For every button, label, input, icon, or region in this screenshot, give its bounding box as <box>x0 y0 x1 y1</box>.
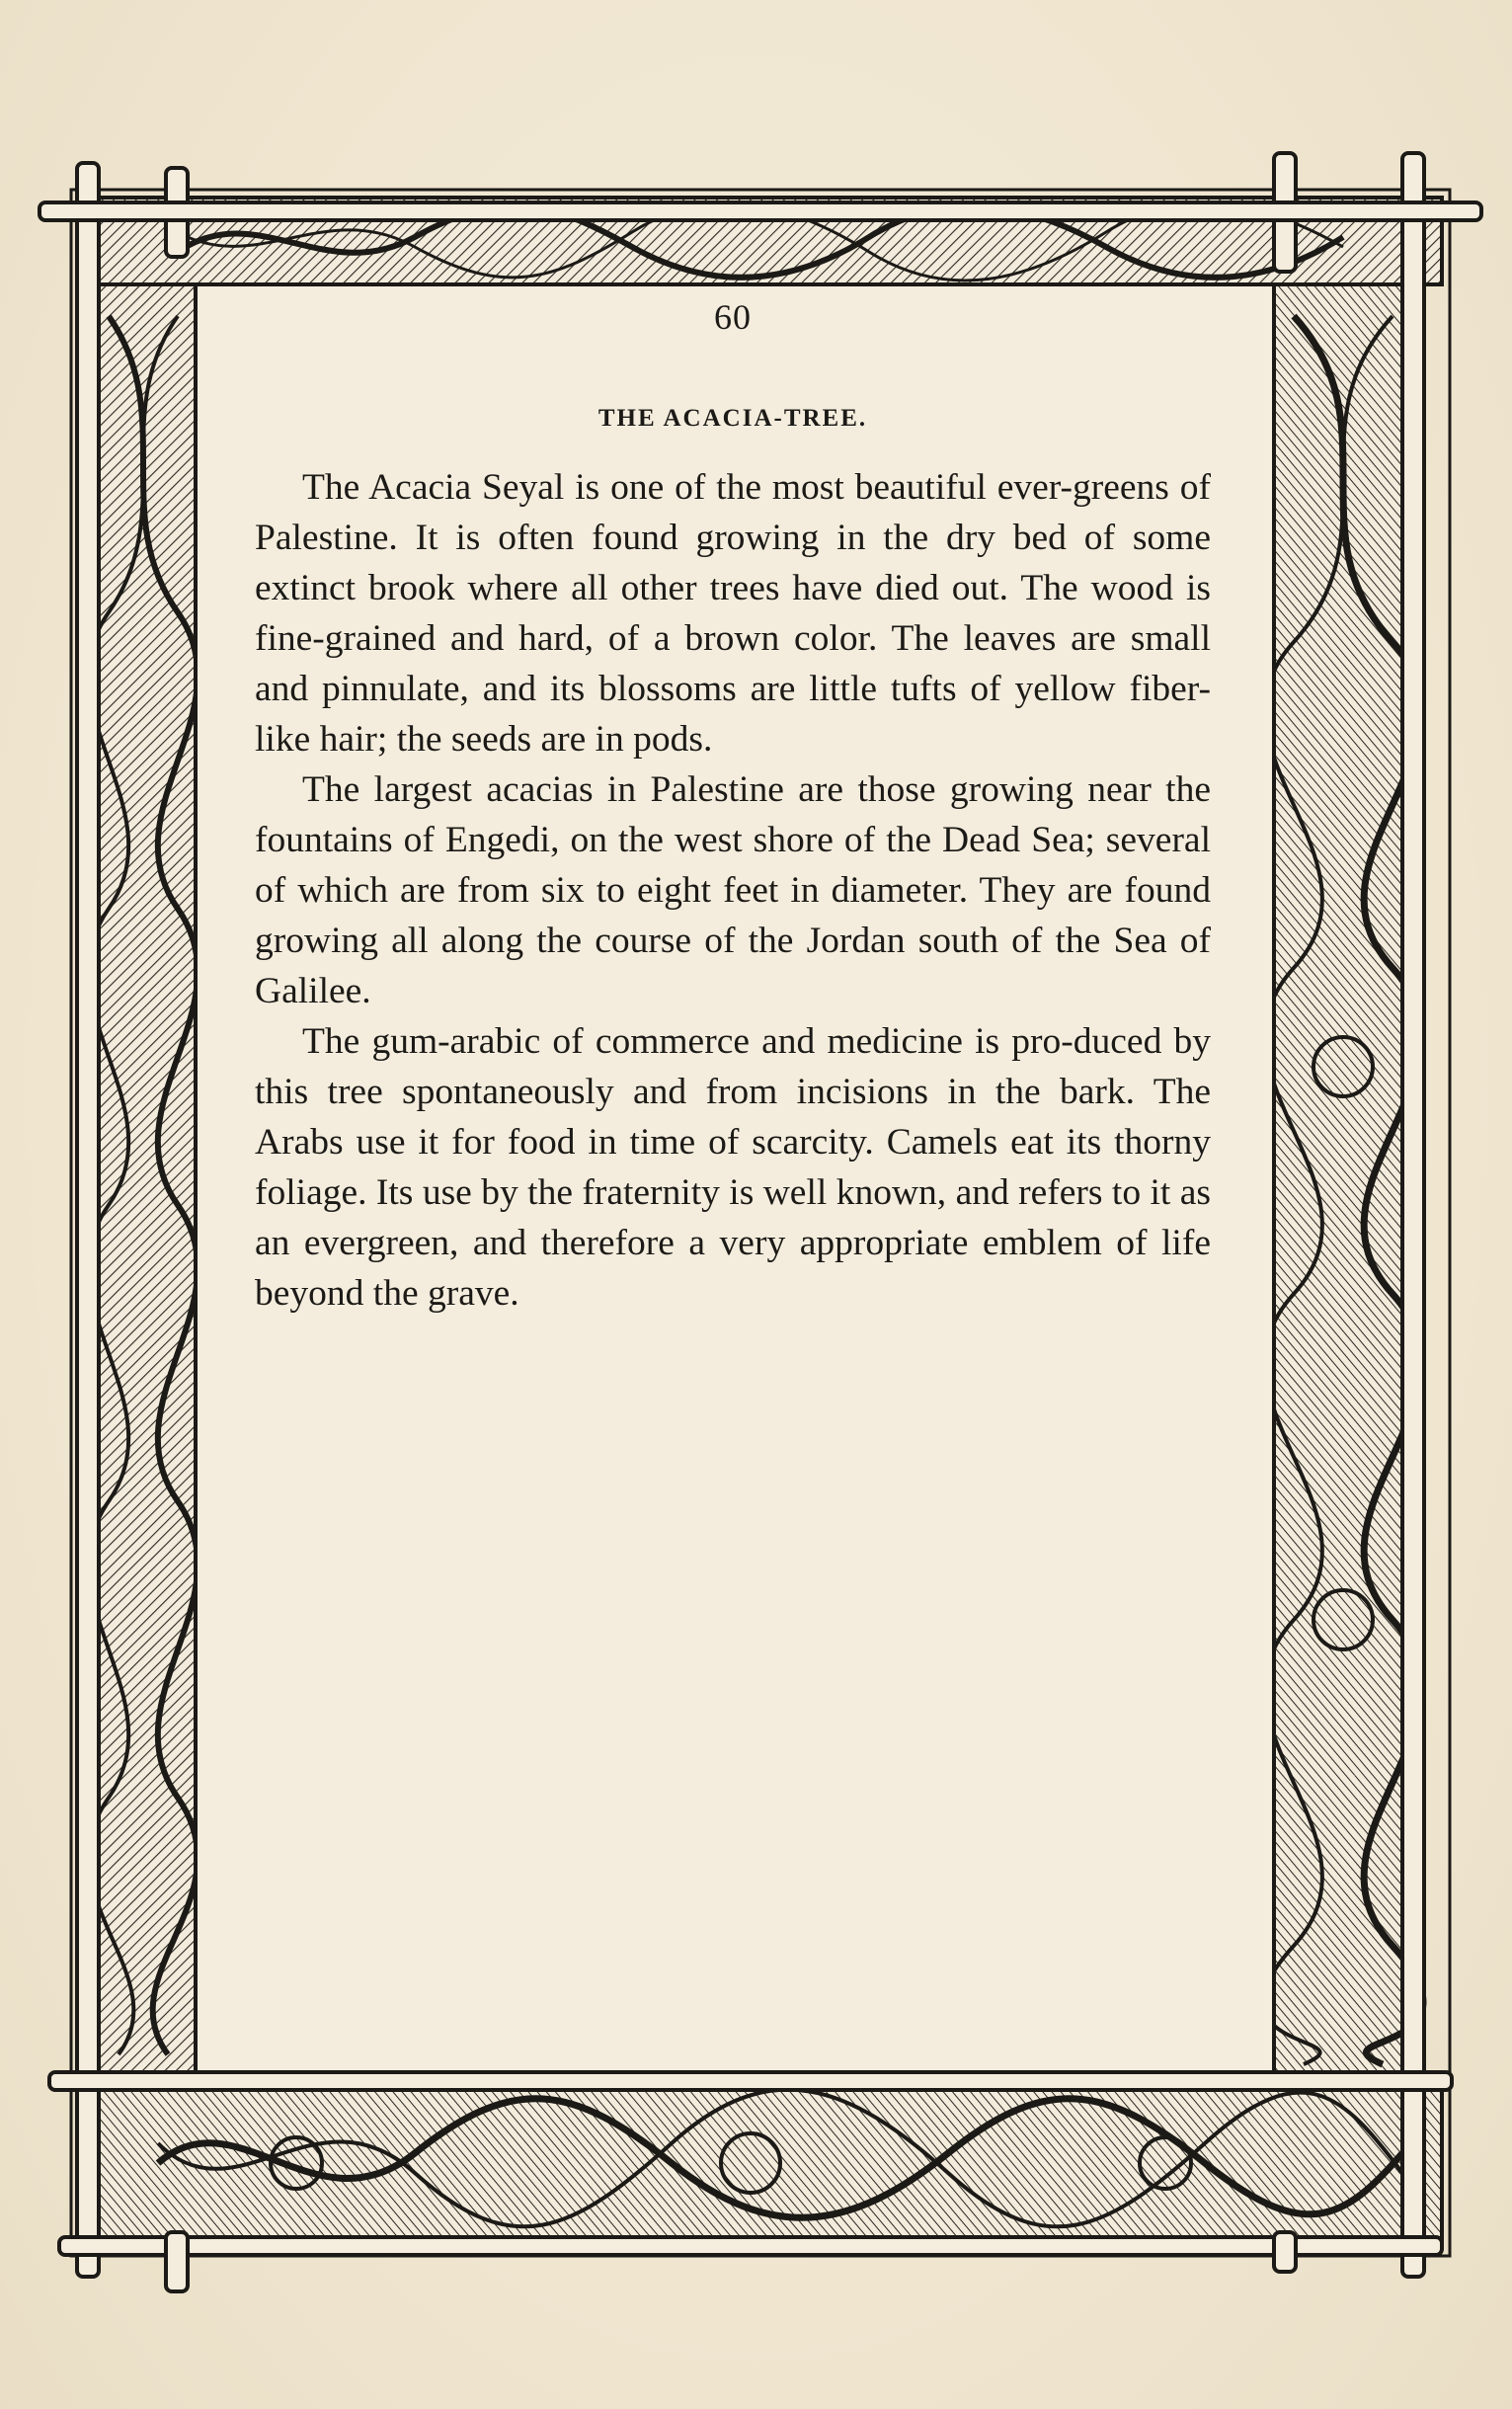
page-text-area <box>255 296 1211 1319</box>
left-border-band <box>89 284 198 2072</box>
bottom-border-band <box>79 2072 1442 2248</box>
paragraph-1: The Acacia Seyal is one of the most beautiful ever-greens of Palestine. It is often found growing in the dry bed of some extinct brook where all other trees have died out. The wood is fine-grained and hard, of a brown color. The leaves are small and pinnulate, and its blossoms are little tufts of yellow fiber-like hair; the seeds are in pods. <box>255 467 1211 760</box>
page-number: 60 <box>714 297 752 337</box>
right-border-band <box>1263 284 1423 2072</box>
page-title: THE ACACIA-TREE. <box>597 405 868 432</box>
paragraph-2: The largest acacias in Palestine are those growing near the fountains of Engedi, on the west shore of the Dead Sea; several of which are from six to eight feet in diameter. They are found growing all along the course of the Jordan south of the Sea of Galilee. <box>255 769 1211 1011</box>
paragraph-3: The gum-arabic of commerce and medicine is pro-duced by this tree spontaneously and from incisions in the bark. The Arabs use it for food in time of scarcity. Camels eat its thorny foliage. Its use by the fraternity is well known, and refers to it as an evergreen, and therefore a very appropriate emblem of life beyond the grave. <box>255 1021 1211 1314</box>
